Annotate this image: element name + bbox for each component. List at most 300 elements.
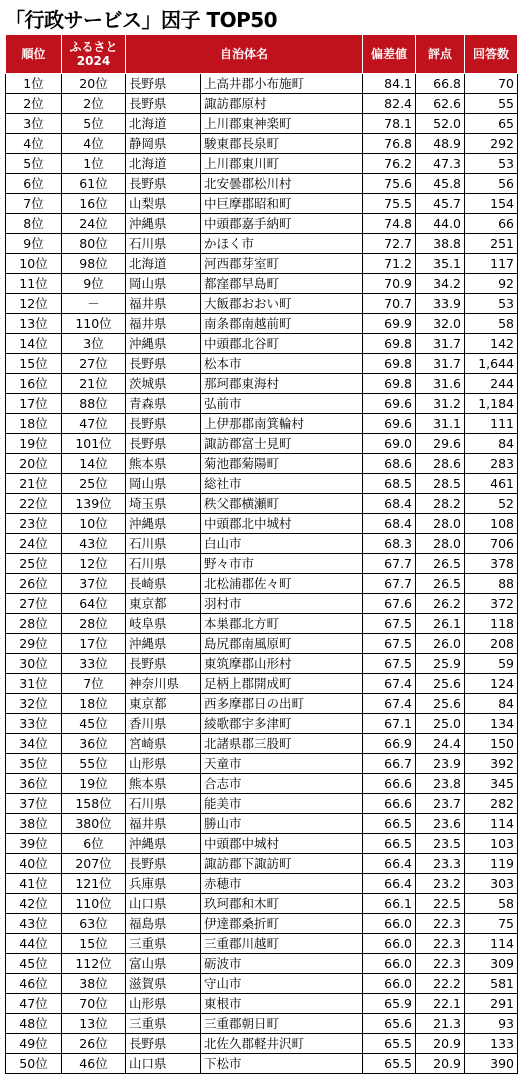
score-cell: 31.7 [416,354,465,374]
prefecture-cell: 山口県 [126,894,201,914]
rank-cell: 1位 [6,74,62,94]
deviation-cell: 78.1 [363,114,416,134]
deviation-cell: 65.6 [363,1014,416,1034]
municipality-name-cell: 弘前市 [201,394,363,414]
deviation-cell: 75.5 [363,194,416,214]
score-cell: 22.3 [416,914,465,934]
deviation-cell: 68.5 [363,474,416,494]
rank-cell: 3位 [6,114,62,134]
deviation-cell: 66.4 [363,854,416,874]
prefecture-cell: 長野県 [126,414,201,434]
score-cell: 45.8 [416,174,465,194]
score-cell: 28.2 [416,494,465,514]
deviation-cell: 67.5 [363,634,416,654]
header-municipality: 自治体名 [126,35,363,74]
municipality-name-cell: 能美市 [201,794,363,814]
furusato-2024-cell: 21位 [62,374,126,394]
score-cell: 22.3 [416,934,465,954]
deviation-cell: 66.6 [363,794,416,814]
furusato-2024-cell: 9位 [62,274,126,294]
furusato-2024-cell: 26位 [62,1034,126,1054]
prefecture-cell: 富山県 [126,954,201,974]
responses-cell: 108 [465,514,518,534]
prefecture-cell: 長野県 [126,174,201,194]
table-row [6,414,518,434]
rank-cell: 6位 [6,174,62,194]
responses-cell: 283 [465,454,518,474]
furusato-2024-cell: 43位 [62,534,126,554]
page-title: 「行政サービス」因子 TOP50 [5,8,278,32]
furusato-2024-cell: 158位 [62,794,126,814]
responses-cell: 88 [465,574,518,594]
deviation-cell: 68.4 [363,494,416,514]
rank-cell: 11位 [6,274,62,294]
furusato-2024-cell: 110位 [62,894,126,914]
rank-cell: 40位 [6,854,62,874]
table-row [6,534,518,554]
prefecture-cell: 長野県 [126,94,201,114]
score-cell: 26.1 [416,614,465,634]
prefecture-cell: 山梨県 [126,194,201,214]
table-row [6,774,518,794]
prefecture-cell: 山形県 [126,754,201,774]
score-cell: 34.2 [416,274,465,294]
score-cell: 26.0 [416,634,465,654]
score-cell: 52.0 [416,114,465,134]
municipality-name-cell: 赤穂市 [201,874,363,894]
rank-cell: 16位 [6,374,62,394]
responses-cell: 84 [465,434,518,454]
rank-cell: 10位 [6,254,62,274]
responses-cell: 150 [465,734,518,754]
furusato-2024-cell: 20位 [62,74,126,94]
rank-cell: 30位 [6,654,62,674]
furusato-2024-cell: 88位 [62,394,126,414]
rank-cell: 45位 [6,954,62,974]
score-cell: 48.9 [416,134,465,154]
prefecture-cell: 青森県 [126,394,201,414]
furusato-2024-cell: 46位 [62,1054,126,1074]
table-row [6,374,518,394]
score-cell: 28.0 [416,534,465,554]
deviation-cell: 69.8 [363,334,416,354]
responses-cell: 93 [465,1014,518,1034]
score-cell: 25.0 [416,714,465,734]
rank-cell: 5位 [6,154,62,174]
responses-cell: 581 [465,974,518,994]
prefecture-cell: 沖縄県 [126,214,201,234]
table-row [6,814,518,834]
municipality-name-cell: 東根市 [201,994,363,1014]
furusato-2024-cell: 63位 [62,914,126,934]
table-row [6,834,518,854]
responses-cell: 84 [465,694,518,714]
municipality-name-cell: 上伊那郡南箕輪村 [201,414,363,434]
deviation-cell: 66.4 [363,874,416,894]
municipality-name-cell: 中頭郡北谷町 [201,334,363,354]
rank-cell: 19位 [6,434,62,454]
prefecture-cell: 石川県 [126,794,201,814]
furusato-2024-cell: 55位 [62,754,126,774]
table-row [6,994,518,1014]
responses-cell: 66 [465,214,518,234]
score-cell: 20.9 [416,1034,465,1054]
table-row [6,274,518,294]
responses-cell: 282 [465,794,518,814]
municipality-name-cell: 松本市 [201,354,363,374]
rank-cell: 25位 [6,554,62,574]
rank-cell: 29位 [6,634,62,654]
responses-cell: 292 [465,134,518,154]
deviation-cell: 67.7 [363,554,416,574]
municipality-name-cell: 勝山市 [201,814,363,834]
table-row [6,474,518,494]
deviation-cell: 67.4 [363,674,416,694]
score-cell: 35.1 [416,254,465,274]
responses-cell: 103 [465,834,518,854]
responses-cell: 392 [465,754,518,774]
furusato-2024-cell: 27位 [62,354,126,374]
municipality-name-cell: 本巣郡北方町 [201,614,363,634]
rank-cell: 14位 [6,334,62,354]
rank-cell: 42位 [6,894,62,914]
municipality-name-cell: 駿東郡長泉町 [201,134,363,154]
score-cell: 44.0 [416,214,465,234]
table-row [6,294,518,314]
deviation-cell: 65.5 [363,1054,416,1074]
rank-cell: 27位 [6,594,62,614]
prefecture-cell: 滋賀県 [126,974,201,994]
furusato-2024-cell: 380位 [62,814,126,834]
municipality-name-cell: 合志市 [201,774,363,794]
municipality-name-cell: 野々市市 [201,554,363,574]
score-cell: 22.3 [416,954,465,974]
rank-cell: 39位 [6,834,62,854]
score-cell: 62.6 [416,94,465,114]
furusato-2024-cell: 45位 [62,714,126,734]
rank-cell: 44位 [6,934,62,954]
score-cell: 22.1 [416,994,465,1014]
table-row [6,594,518,614]
municipality-name-cell: 羽村市 [201,594,363,614]
table-row [6,754,518,774]
furusato-2024-cell: 110位 [62,314,126,334]
deviation-cell: 66.7 [363,754,416,774]
rank-cell: 7位 [6,194,62,214]
responses-cell: 58 [465,894,518,914]
table-row [6,434,518,454]
municipality-name-cell: 都窪郡早島町 [201,274,363,294]
furusato-2024-cell: 61位 [62,174,126,194]
header-rank: 順位 [6,35,62,74]
prefecture-cell: 熊本県 [126,454,201,474]
table-row [6,694,518,714]
table-row [6,454,518,474]
municipality-name-cell: 西多摩郡日の出町 [201,694,363,714]
rank-cell: 18位 [6,414,62,434]
prefecture-cell: 東京都 [126,594,201,614]
table-row [6,714,518,734]
responses-cell: 133 [465,1034,518,1054]
responses-cell: 372 [465,594,518,614]
deviation-cell: 72.7 [363,234,416,254]
responses-cell: 345 [465,774,518,794]
table-row [6,554,518,574]
header-deviation: 偏差値 [363,35,416,74]
table-row [6,974,518,994]
furusato-2024-cell: 139位 [62,494,126,514]
prefecture-cell: 熊本県 [126,774,201,794]
score-cell: 29.6 [416,434,465,454]
furusato-2024-cell: 112位 [62,954,126,974]
furusato-2024-cell: 28位 [62,614,126,634]
prefecture-cell: 兵庫県 [126,874,201,894]
rank-cell: 32位 [6,694,62,714]
deviation-cell: 67.7 [363,574,416,594]
table-row [6,214,518,234]
prefecture-cell: 三重県 [126,934,201,954]
prefecture-cell: 福島県 [126,914,201,934]
municipality-name-cell: 諏訪郡原村 [201,94,363,114]
prefecture-cell: 長野県 [126,434,201,454]
municipality-name-cell: 南条郡南越前町 [201,314,363,334]
score-cell: 22.5 [416,894,465,914]
rank-cell: 28位 [6,614,62,634]
rank-cell: 12位 [6,294,62,314]
prefecture-cell: 山口県 [126,1054,201,1074]
municipality-name-cell: 天童市 [201,754,363,774]
municipality-name-cell: 三重郡川越町 [201,934,363,954]
responses-cell: 461 [465,474,518,494]
deviation-cell: 69.9 [363,314,416,334]
municipality-name-cell: 守山市 [201,974,363,994]
table-row [6,334,518,354]
municipality-name-cell: 玖珂郡和木町 [201,894,363,914]
furusato-2024-cell: 12位 [62,554,126,574]
score-cell: 25.6 [416,694,465,714]
furusato-2024-cell: 98位 [62,254,126,274]
deviation-cell: 82.4 [363,94,416,114]
responses-cell: 1,184 [465,394,518,414]
deviation-cell: 69.6 [363,394,416,414]
prefecture-cell: 岐阜県 [126,614,201,634]
responses-cell: 118 [465,614,518,634]
municipality-name-cell: 諏訪郡富士見町 [201,434,363,454]
responses-cell: 59 [465,654,518,674]
responses-cell: 52 [465,494,518,514]
table-row [6,674,518,694]
rank-cell: 37位 [6,794,62,814]
rank-cell: 20位 [6,454,62,474]
deviation-cell: 67.5 [363,614,416,634]
rank-cell: 26位 [6,574,62,594]
table-row [6,1054,518,1074]
deviation-cell: 71.2 [363,254,416,274]
municipality-name-cell: 総社市 [201,474,363,494]
prefecture-cell: 長野県 [126,354,201,374]
responses-cell: 309 [465,954,518,974]
furusato-2024-cell: 3位 [62,334,126,354]
table-row [6,494,518,514]
municipality-name-cell: 北佐久郡軽井沢町 [201,1034,363,1054]
responses-cell: 92 [465,274,518,294]
rank-cell: 15位 [6,354,62,374]
rank-cell: 38位 [6,814,62,834]
table-body [6,74,518,1074]
deviation-cell: 67.5 [363,654,416,674]
deviation-cell: 70.9 [363,274,416,294]
score-cell: 23.5 [416,834,465,854]
furusato-2024-cell: 24位 [62,214,126,234]
table-row [6,914,518,934]
furusato-2024-cell: － [62,294,126,314]
table-row [6,654,518,674]
furusato-2024-cell: 13位 [62,1014,126,1034]
header-furusato-line1: ふるさと [69,40,118,54]
deviation-cell: 68.6 [363,454,416,474]
table-row [6,74,518,94]
responses-cell: 706 [465,534,518,554]
municipality-name-cell: 河西郡芽室町 [201,254,363,274]
furusato-2024-cell: 121位 [62,874,126,894]
rank-cell: 4位 [6,134,62,154]
prefecture-cell: 長崎県 [126,574,201,594]
responses-cell: 208 [465,634,518,654]
municipality-name-cell: 東筑摩郡山形村 [201,654,363,674]
deviation-cell: 76.8 [363,134,416,154]
responses-cell: 291 [465,994,518,1014]
rank-cell: 48位 [6,1014,62,1034]
municipality-name-cell: 中頭郡中城村 [201,834,363,854]
prefecture-cell: 福井県 [126,314,201,334]
furusato-2024-cell: 15位 [62,934,126,954]
prefecture-cell: 沖縄県 [126,634,201,654]
rank-cell: 23位 [6,514,62,534]
deviation-cell: 74.8 [363,214,416,234]
prefecture-cell: 沖縄県 [126,514,201,534]
table-row [6,394,518,414]
score-cell: 31.2 [416,394,465,414]
responses-cell: 134 [465,714,518,734]
furusato-2024-cell: 19位 [62,774,126,794]
rank-cell: 49位 [6,1034,62,1054]
furusato-2024-cell: 4位 [62,134,126,154]
municipality-name-cell: 那珂郡東海村 [201,374,363,394]
municipality-name-cell: 中頭郡嘉手納町 [201,214,363,234]
furusato-2024-cell: 18位 [62,694,126,714]
furusato-2024-cell: 17位 [62,634,126,654]
responses-cell: 114 [465,814,518,834]
table-row [6,134,518,154]
deviation-cell: 66.5 [363,834,416,854]
municipality-name-cell: 中頭郡北中城村 [201,514,363,534]
header-responses: 回答数 [465,35,518,74]
score-cell: 38.8 [416,234,465,254]
table-header-row [6,35,518,74]
score-cell: 31.6 [416,374,465,394]
table-row [6,174,518,194]
score-cell: 25.6 [416,674,465,694]
deviation-cell: 66.5 [363,814,416,834]
prefecture-cell: 茨城県 [126,374,201,394]
deviation-cell: 66.0 [363,914,416,934]
furusato-2024-cell: 70位 [62,994,126,1014]
prefecture-cell: 北海道 [126,254,201,274]
score-cell: 28.5 [416,474,465,494]
responses-cell: 303 [465,874,518,894]
table-row [6,354,518,374]
table-row [6,254,518,274]
score-cell: 33.9 [416,294,465,314]
deviation-cell: 76.2 [363,154,416,174]
deviation-cell: 84.1 [363,74,416,94]
prefecture-cell: 神奈川県 [126,674,201,694]
municipality-name-cell: 島尻郡南風原町 [201,634,363,654]
rank-cell: 33位 [6,714,62,734]
rank-cell: 21位 [6,474,62,494]
prefecture-cell: 北海道 [126,114,201,134]
prefecture-cell: 福井県 [126,814,201,834]
rank-cell: 2位 [6,94,62,114]
score-cell: 31.1 [416,414,465,434]
deviation-cell: 69.6 [363,414,416,434]
score-cell: 21.3 [416,1014,465,1034]
prefecture-cell: 沖縄県 [126,334,201,354]
deviation-cell: 66.1 [363,894,416,914]
rank-cell: 36位 [6,774,62,794]
score-cell: 23.3 [416,854,465,874]
furusato-2024-cell: 6位 [62,834,126,854]
table-row [6,934,518,954]
header-furusato-line2: 2024 [76,54,111,68]
score-cell: 32.0 [416,314,465,334]
rank-cell: 47位 [6,994,62,1014]
municipality-name-cell: 白山市 [201,534,363,554]
furusato-2024-cell: 33位 [62,654,126,674]
municipality-name-cell: 大飯郡おおい町 [201,294,363,314]
prefecture-cell: 岡山県 [126,274,201,294]
responses-cell: 65 [465,114,518,134]
table-row [6,114,518,134]
score-cell: 23.9 [416,754,465,774]
rank-cell: 9位 [6,234,62,254]
deviation-cell: 69.8 [363,354,416,374]
responses-cell: 124 [465,674,518,694]
prefecture-cell: 宮崎県 [126,734,201,754]
responses-cell: 119 [465,854,518,874]
score-cell: 20.9 [416,1054,465,1074]
deviation-cell: 68.4 [363,514,416,534]
prefecture-cell: 福井県 [126,294,201,314]
responses-cell: 244 [465,374,518,394]
municipality-name-cell: 伊達郡桑折町 [201,914,363,934]
table-row [6,514,518,534]
responses-cell: 58 [465,314,518,334]
responses-cell: 75 [465,914,518,934]
municipality-name-cell: 北松浦郡佐々町 [201,574,363,594]
municipality-name-cell: かほく市 [201,234,363,254]
deviation-cell: 67.1 [363,714,416,734]
furusato-2024-cell: 5位 [62,114,126,134]
municipality-name-cell: 上高井郡小布施町 [201,74,363,94]
rank-cell: 8位 [6,214,62,234]
municipality-name-cell: 三重郡朝日町 [201,1014,363,1034]
table-row [6,894,518,914]
prefecture-cell: 岡山県 [126,474,201,494]
rank-cell: 43位 [6,914,62,934]
prefecture-cell: 北海道 [126,154,201,174]
table-row [6,794,518,814]
